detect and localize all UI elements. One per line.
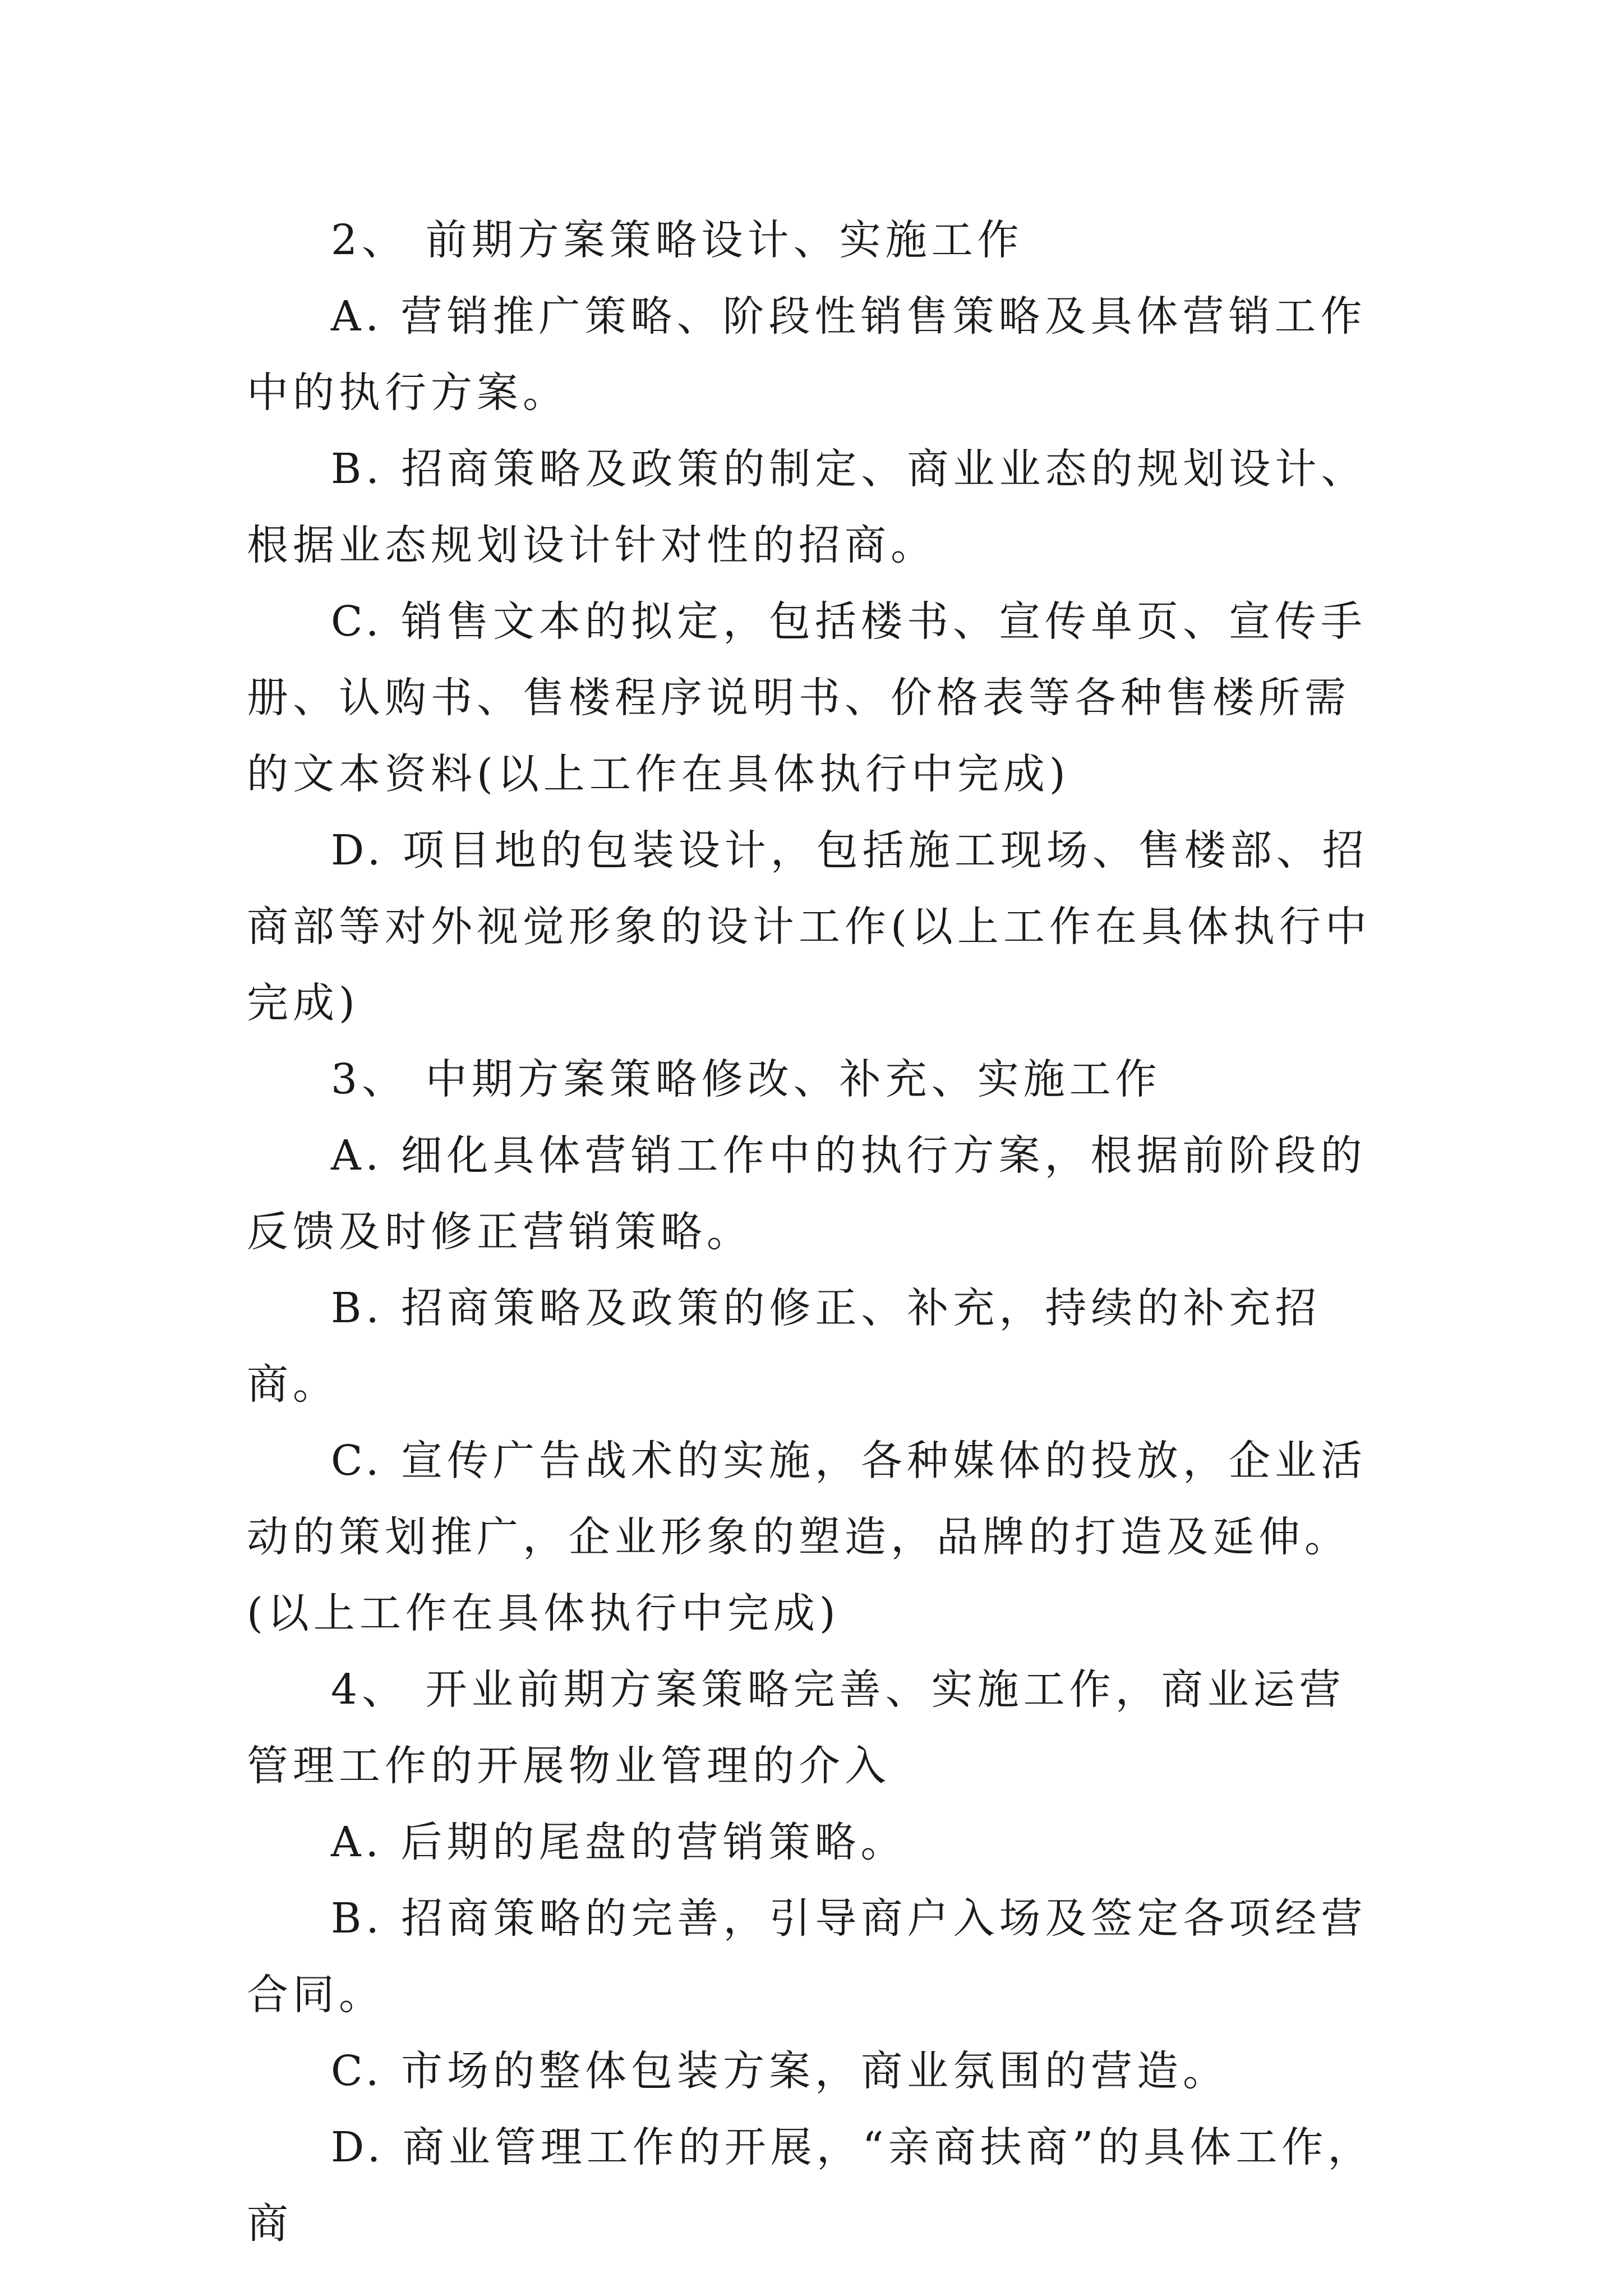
section-heading-3: 3、 中期方案策略修改、补充、实施工作 xyxy=(331,1055,1161,1103)
item-3a: A. 细化具体营销工作中的执行方案，根据前阶段的反馈及时修正营销策略。 xyxy=(247,1131,1367,1256)
item-4a: A. 后期的尾盘的营销策略。 xyxy=(331,1818,907,1866)
document-body xyxy=(247,202,1391,2262)
item-4d: D. 商业管理工作的开展，“亲商扶商”的具体工作，商 xyxy=(247,2123,1374,2248)
item-2b: B. 招商策略及政策的制定、商业业态的规划设计、根据业态规划设计针对性的招商。 xyxy=(247,445,1367,569)
item-4c: C. 市场的整体包装方案，商业氛围的营造。 xyxy=(331,2047,1229,2095)
section-heading-4: 4、 开业前期方案策略完善、实施工作，商业运营管理工作的开展物业管理的介入 xyxy=(247,1665,1345,1790)
item-2d: D. 项目地的包装设计，包括施工现场、售楼部、招商部等对外视觉形象的设计工作(以上工作在具体执行中完成) xyxy=(247,826,1371,1027)
section-heading-2: 2、 前期方案策略设计、实施工作 xyxy=(331,216,1023,264)
item-2c: C. 销售文本的拟定，包括楼书、宣传单页、宣传手册、认购书、售楼程序说明书、价格表等各种售楼所需的文本资料(以上工作在具体执行中完成) xyxy=(247,597,1367,798)
item-2a: A. 营销推广策略、阶段性销售策略及具体营销工作中的执行方案。 xyxy=(247,292,1367,417)
item-3c: C. 宣传广告战术的实施，各种媒体的投放，企业活动的策划推广，企业形象的塑造，品牌的打造及延伸。(以上工作在具体执行中完成) xyxy=(247,1437,1367,1637)
item-4b: B. 招商策略的完善，引导商户入场及签定各项经营合同。 xyxy=(247,1894,1367,2019)
item-3b: B. 招商策略及政策的修正、补充，持续的补充招商。 xyxy=(247,1284,1321,1409)
